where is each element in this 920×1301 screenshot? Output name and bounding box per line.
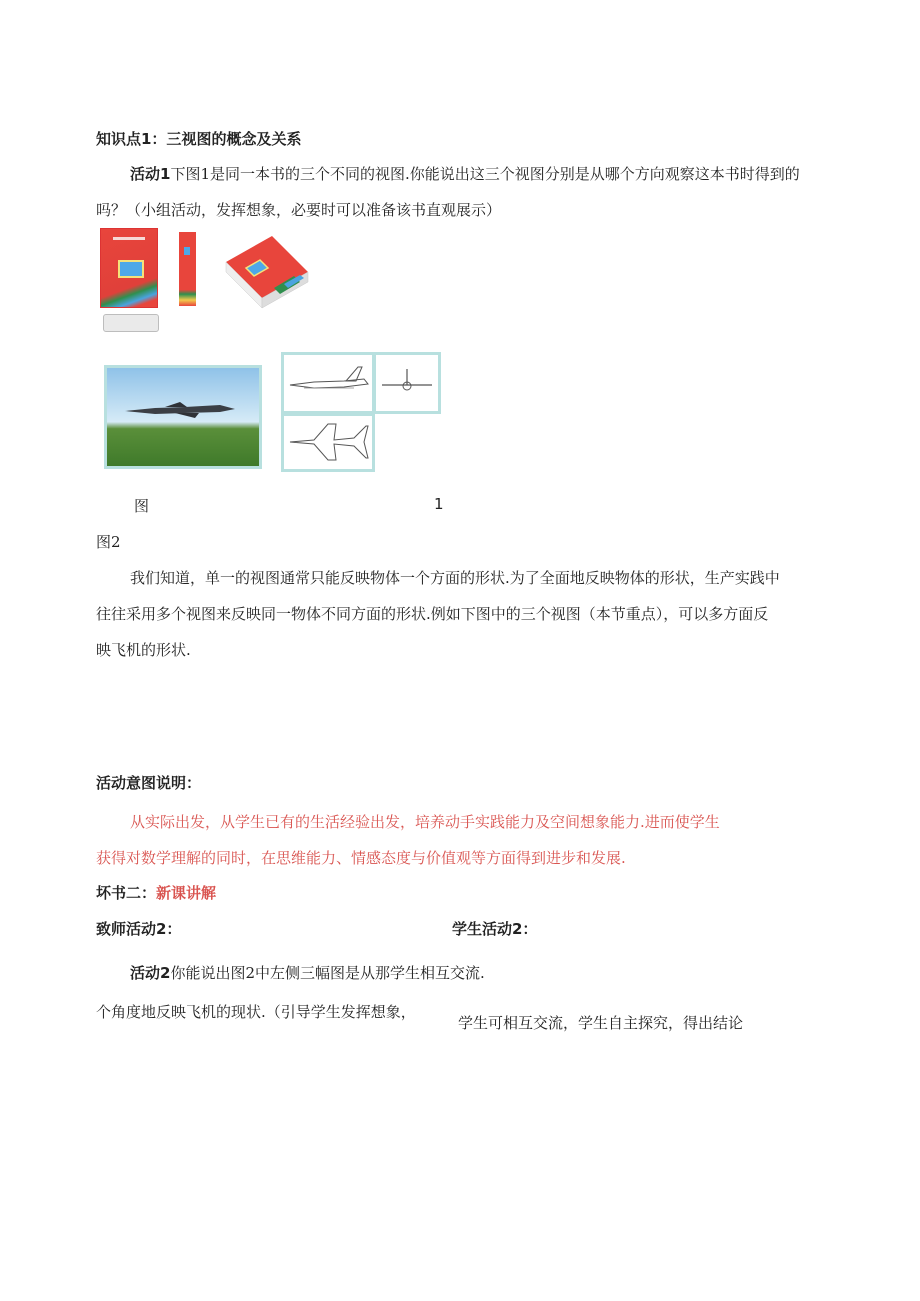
- book-cover-window: [118, 260, 144, 278]
- activity1-line1: [130, 163, 800, 184]
- book-spine-mark: [184, 247, 190, 255]
- intro-line3: 映飞机的形状.: [96, 641, 191, 659]
- activity2-text: 你能说出图2中左侧三幅图是从那学生相互交流.: [170, 964, 485, 982]
- student-activity-heading: 学生活动2：: [452, 920, 538, 938]
- figure1-caption-left: 图: [134, 497, 150, 515]
- stage2-heading: [96, 882, 216, 903]
- book-side-view: [179, 232, 196, 306]
- activity1-text: 下图1是同一本书的三个不同的视图.你能说出这三个视图分别是从哪个方向观察这本书时得到的: [170, 165, 800, 183]
- activity2-line2: 个角度地反映飞机的现状.（引导学生发挥想象，: [96, 1003, 416, 1021]
- book-title-strip: [113, 237, 145, 240]
- intro-line2: 往往采用多个视图来反映同一物体不同方面的形状.例如下图中的三个视图（本节重点），可以多方面反: [96, 605, 769, 623]
- book-top-view: [103, 314, 159, 332]
- teacher-activity-heading: 致师活动2：: [96, 920, 182, 938]
- activity2-line1: [130, 962, 485, 983]
- student-activity-text: 学生可相互交流，学生自主探究，得出结论: [458, 1014, 744, 1032]
- intent-title: 活动意图说明：: [96, 774, 202, 792]
- intro-line1: 我们知道，单一的视图通常只能反映物体一个方面的形状.为了全面地反映物体的形状，生产实践中: [130, 569, 780, 587]
- book-front-view: [101, 229, 157, 307]
- section-title: 知识点1：三视图的概念及关系: [96, 130, 302, 148]
- intent-line1: 从实际出发，从学生已有的生活经验出发，培养动手实践能力及空间想象能力.进而使学生: [130, 813, 720, 831]
- plane-side-view: [281, 352, 375, 414]
- plane-side-drawing: [284, 355, 372, 411]
- intent-line2: 获得对数学理解的同时，在思维能力、情感态度与价值观等方面得到进步和发展.: [96, 849, 626, 867]
- plane-top-drawing: [284, 416, 372, 469]
- plane-front-view: [373, 352, 441, 414]
- plane-photo: [104, 365, 262, 469]
- figure1-caption-number: 1: [434, 495, 444, 513]
- activity2-label: 活动2: [130, 964, 171, 982]
- activity1-label: 活动1: [130, 165, 171, 183]
- activity1-line2: 吗？（小组活动，发挥想象，必要时可以准备该书直观展示）: [96, 201, 502, 219]
- plane-front-drawing: [376, 355, 438, 411]
- stage2-title: 新课讲解: [156, 884, 217, 902]
- stage2-prefix: 坏书二：: [96, 884, 157, 902]
- book-3d-view: [222, 232, 310, 312]
- figure2-caption: 图2: [96, 533, 121, 551]
- plane-top-view: [281, 413, 375, 472]
- jet-silhouette: [125, 402, 235, 418]
